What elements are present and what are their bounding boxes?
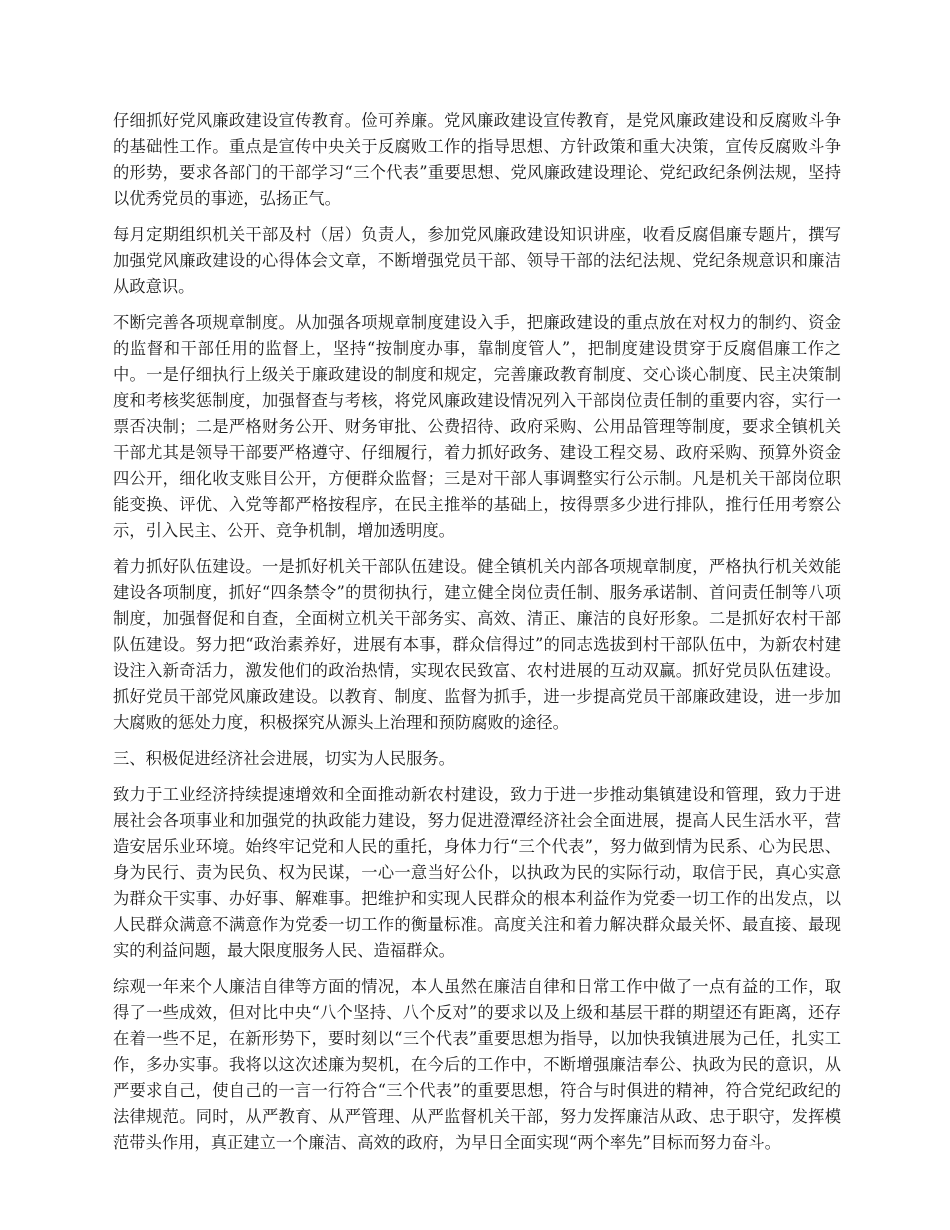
paragraph-monthly-lectures: 每月定期组织机关干部及村（居）负责人，参加党风廉政建设知识讲座，收看反腐倡廉专题片，撰写加强党风廉政建设的心得体会文章，不断增强党员干部、领导干部的法纪法规、党纪条规意识和廉洁从政意识。: [113, 225, 841, 296]
paragraph-propaganda-education: 仔细抓好党风廉政建设宣传教育。俭可养廉。党风廉政建设宣传教育，是党风廉政建设和反腐败斗争的基础性工作。重点是宣传中央关于反腐败工作的指导思想、方针政策和重大决策，宣传反腐败斗争的形势，要求各部门的干部学习“三个代表”重要思想、党风廉政建设理论、党纪政纪条例法规，坚持以优秀党员的事迹，弘扬正气。: [113, 111, 841, 208]
paragraph-rules-system: 不断完善各项规章制度。从加强各项规章制度建设入手，把廉政建设的重点放在对权力的制约、资金的监督和干部任用的监督上，坚持“按制度办事，靠制度管人”，把制度建设贯穿于反腐倡廉工作之中。一是仔细执行上级关于廉政建设的制度和规定，完善廉政教育制度、交心谈心制度、民主决策制度和考核奖惩制度，加强督查与考核，将党风廉政建设情况列入干部岗位责任制的重要内容，实行一票否决制；二是严格财务公开、财务审批、公费招待、政府采购、公用品管理等制度，要求全镇机关干部尤其是领导干部要严格遵守、仔细履行，着力抓好政务、建设工程交易、政府采购、预算外资金四公开，细化收支账目公开，方便群众监督；三是对干部人事调整实行公示制。凡是机关干部岗位职能变换、评优、入党等都严格按程序，在民主推举的基础上，按得票多少进行排队，推行任用考察公示，引入民主、公开、竞争机制，增加透明度。: [113, 313, 841, 540]
paragraph-team-building: 着力抓好队伍建设。一是抓好机关干部队伍建设。健全镇机关内部各项规章制度，严格执行机关效能建设各项制度，抓好“四条禁令”的贯彻执行，建立健全岗位责任制、服务承诺制、首问责任制等八项制度，加强督促和自查，全面树立机关干部务实、高效、清正、廉洁的良好形象。二是抓好农村干部队伍建设。努力把“政治素养好，进展有本事，群众信得过”的同志选拔到村干部队伍中，为新农村建设注入新奇活力，激发他们的政治热情，实现农民致富、农村进展的互动双赢。抓好党员队伍建设。抓好党员干部党风廉政建设。以教育、制度、监督为抓手，进一步提高党员干部廉政建设，进一步加大腐败的惩处力度，积极探究从源头上治理和预防腐败的途径。: [113, 557, 841, 732]
section-heading-three: 三、积极促进经济社会进展，切实为人民服务。: [113, 749, 455, 768]
paragraph-economic-development: 致力于工业经济持续提速增效和全面推动新农村建设，致力于进一步推动集镇建设和管理，致力于进展社会各项事业和加强党的执政能力建设，努力促进澄潭经济社会全面进展，提高人民生活水平，营造安居乐业环境。始终牢记党和人民的重托，身体力行“三个代表”，努力做到情为民系、心为民思、身为民行、责为民负、权为民谋，一心一意当好公仆，以执政为民的实际行动，取信于民，真心实意为群众干实事、办好事、解难事。把维护和实现人民群众的根本利益作为党委一切工作的出发点，以人民群众满意不满意作为党委一切工作的衡量标准。高度关注和着力解决群众最关怀、最直接、最现实的利益问题，最大限度服务人民、造福群众。: [113, 785, 841, 960]
paragraph-summary: 综观一年来个人廉洁自律等方面的情况，本人虽然在廉洁自律和日常工作中做了一点有益的工作，取得了一些成效，但对比中央“八个坚持、八个反对”的要求以及上级和基层干群的期望还有距离，还存在着一些不足，在新形势下，要时刻以“三个代表”重要思想为指导，以加快我镇进展为己任，扎实工作，多办实事。我将以这次述廉为契机，在今后的工作中，不断增强廉洁奉公、执政为民的意识，从严要求自己，使自己的一言一行符合“三个代表”的重要思想，符合与时俱进的精神，符合党纪政纪的法律规范。同时，从严教育、从严管理、从严监督机关干部，努力发挥廉洁从政、忠于职守，发挥模范带头作用，真正建立一个廉洁、高效的政府，为早日全面实现“两个率先”目标而努力奋斗。: [113, 977, 841, 1152]
document-body: [113, 108, 841, 1166]
